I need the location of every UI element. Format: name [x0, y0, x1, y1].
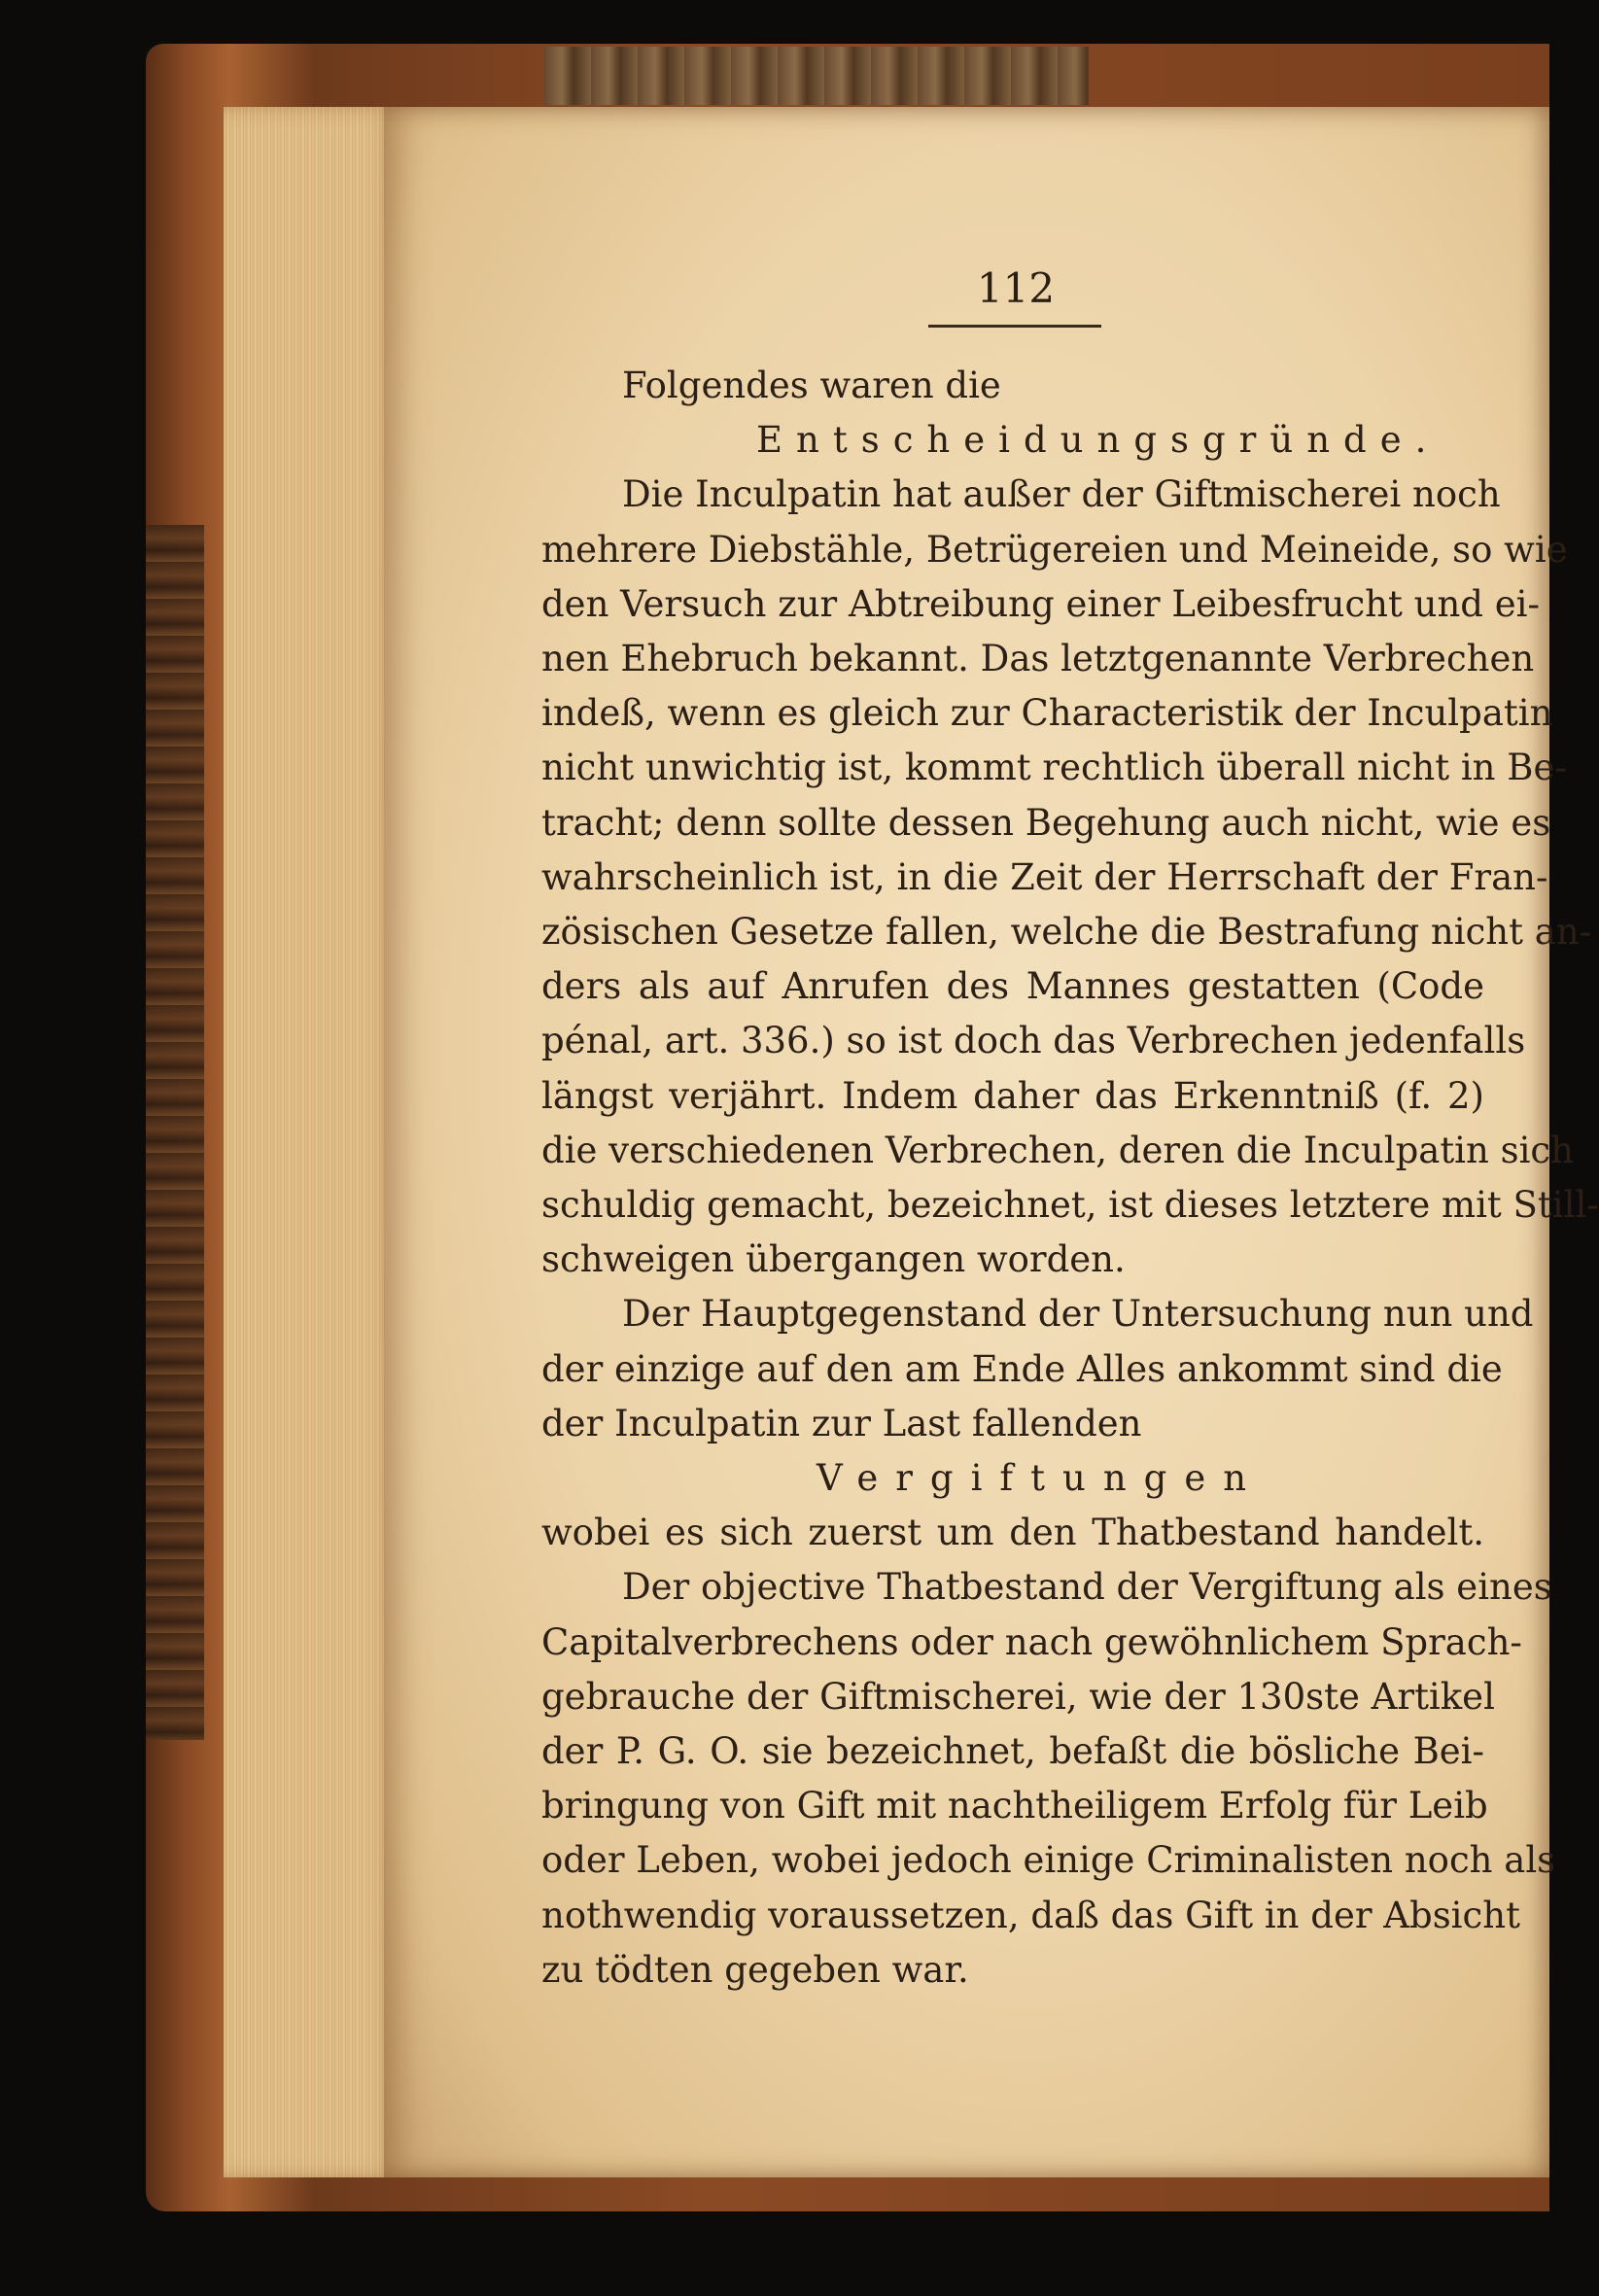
text-line: Der Hauptgegenstand der Untersuchung nun und: [622, 1293, 1534, 1336]
text-line: schweigen übergangen worden.: [541, 1238, 1126, 1281]
text-line: der P. G. O. sie bezeichnet, befaßt die bösliche Bei-: [541, 1730, 1484, 1772]
text-line: indeß, wenn es gleich zur Characteristik der Inculpatin: [541, 692, 1553, 735]
text-line: Folgendes waren die: [622, 365, 1001, 406]
text-line: die verschiedenen Verbrechen, deren die Inculpatin sich: [541, 1129, 1574, 1171]
text-line: den Versuch zur Abtreibung einer Leibesfrucht und ei-: [541, 582, 1540, 625]
page-number-rule: [928, 325, 1101, 328]
text-line: nothwendig voraussetzen, daß das Gift in der Absicht: [541, 1894, 1520, 1936]
text-line: der Inculpatin zur Last fallenden: [541, 1402, 1142, 1444]
text-line: mehrere Diebstähle, Betrügereien und Meineide, so wie: [541, 528, 1568, 571]
text-line: tracht; denn sollte dessen Begehung auch nicht, wie es: [541, 801, 1551, 844]
text-line: pénal, art. 336.) so ist doch das Verbrechen jedenfalls: [541, 1020, 1526, 1062]
text-line: nicht unwichtig ist, kommt rechtlich überall nicht in Be-: [541, 747, 1567, 789]
text-line: bringung von Gift mit nachtheiligem Erfolg für Leib: [541, 1785, 1488, 1827]
cover-marbling-top: [544, 47, 1089, 105]
text-line: nen Ehebruch bekannt. Das letztgenannte Verbrechen: [541, 638, 1535, 679]
page-number: 112: [976, 264, 1056, 312]
text-line: schuldig gemacht, bezeichnet, ist dieses letztere mit Still-: [541, 1184, 1599, 1226]
page-block-edges: [224, 107, 399, 2177]
text-line: gebrauche der Giftmischerei, wie der 130ste Artikel: [541, 1675, 1495, 1718]
text-line: Capitalverbrechens oder nach gewöhnlichem Sprach-: [541, 1620, 1522, 1663]
text-line: wobei es sich zuerst um den Thatbestand handelt.: [541, 1512, 1484, 1554]
text-line: zu tödten gegeben war.: [541, 1948, 969, 1991]
text-line: oder Leben, wobei jedoch einige Criminalisten noch als: [541, 1839, 1556, 1882]
text-line: Der objective Thatbestand der Vergiftung als eines: [622, 1566, 1552, 1609]
text-line: ders als auf Anrufen des Mannes gestatten (Code: [541, 965, 1484, 1008]
cover-marbling: [146, 525, 204, 1740]
text-line: Die Inculpatin hat außer der Giftmischerei noch: [622, 473, 1501, 516]
text-line: der einzige auf den am Ende Alles ankommt sind die: [541, 1347, 1503, 1390]
text-line: zösischen Gesetze fallen, welche die Bestrafung nicht an-: [541, 911, 1592, 953]
text-line: Vergiftungen: [817, 1457, 1265, 1499]
text-line: wahrscheinlich ist, in die Zeit der Herrschaft der Fran-: [541, 855, 1548, 898]
text-line: längst verjährt. Indem daher das Erkenntniß (f. 2): [541, 1074, 1484, 1117]
text-line: Entscheidungsgründe.: [756, 419, 1441, 462]
